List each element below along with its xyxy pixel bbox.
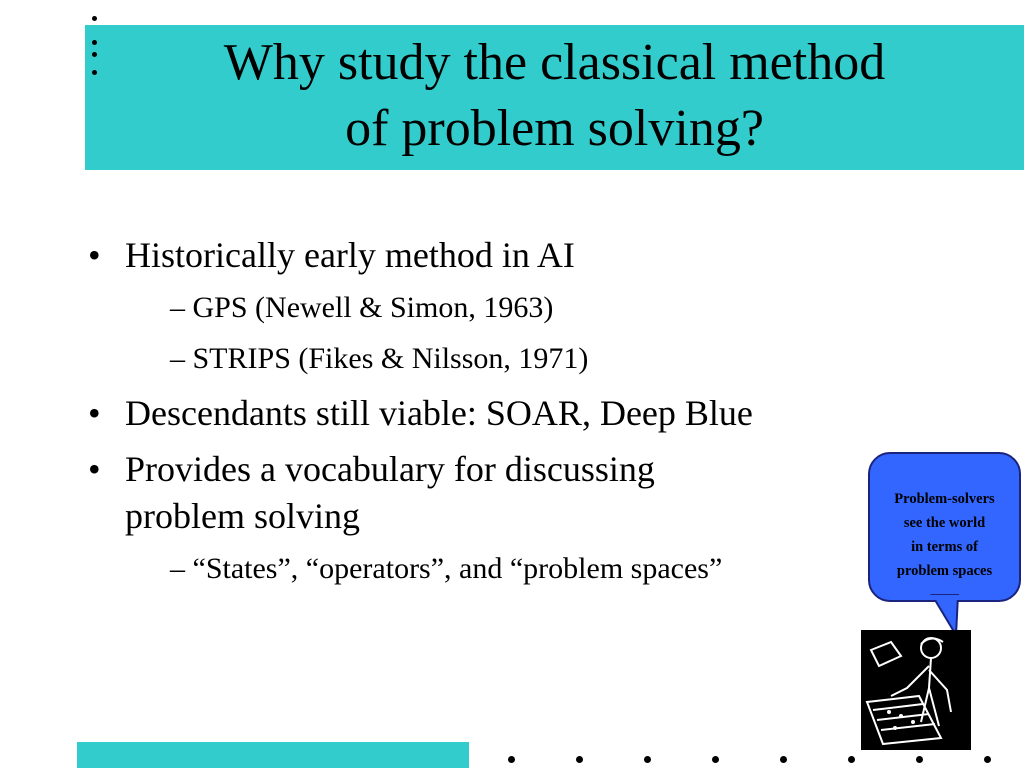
sub-bullet-text: “States”, “operators”, and “problem spaces”: [192, 552, 723, 585]
slide-title-line-2: of problem solving?: [345, 100, 764, 157]
bullet-item: [88, 446, 928, 540]
bottom-accent-bar: [77, 742, 469, 768]
sub-bullet-text: GPS (Newell & Simon, 1963): [192, 291, 554, 324]
bullet-text-line-2: problem solving: [125, 496, 360, 536]
sub-bullet-item: [88, 286, 928, 330]
sub-bullet-marker: –: [170, 552, 193, 585]
bullet-marker: •: [88, 449, 101, 489]
bullet-text: Descendants still viable: SOAR, Deep Blue: [125, 393, 753, 433]
bottom-dots-decoration: [500, 756, 1024, 766]
callout-line: Problem-solvers: [894, 491, 995, 507]
bullet-item: [88, 232, 928, 279]
sub-bullet-item: [88, 337, 928, 381]
slide-title: [85, 30, 1024, 162]
callout-line: in terms of: [911, 539, 978, 555]
callout-line: see the world: [903, 515, 986, 531]
callout-text: [868, 487, 1021, 583]
bullet-marker: •: [88, 393, 101, 433]
sub-bullet-marker: –: [170, 342, 193, 375]
bullet-text: Historically early method in AI: [125, 235, 575, 275]
callout-line: problem spaces: [896, 563, 993, 579]
person-at-workbench-clipart: [861, 630, 971, 750]
slide-title-line-1: Why study the classical method: [223, 34, 886, 91]
sub-bullet-text: STRIPS (Fikes & Nilsson, 1971): [192, 342, 589, 375]
bullet-text-line-1: Provides a vocabulary for discussing: [125, 449, 655, 489]
sub-bullet-marker: –: [170, 291, 193, 324]
bullet-item: [88, 390, 928, 437]
sub-bullet-item: [88, 547, 928, 591]
bullet-marker: •: [88, 235, 101, 275]
bullet-list: [88, 232, 928, 591]
